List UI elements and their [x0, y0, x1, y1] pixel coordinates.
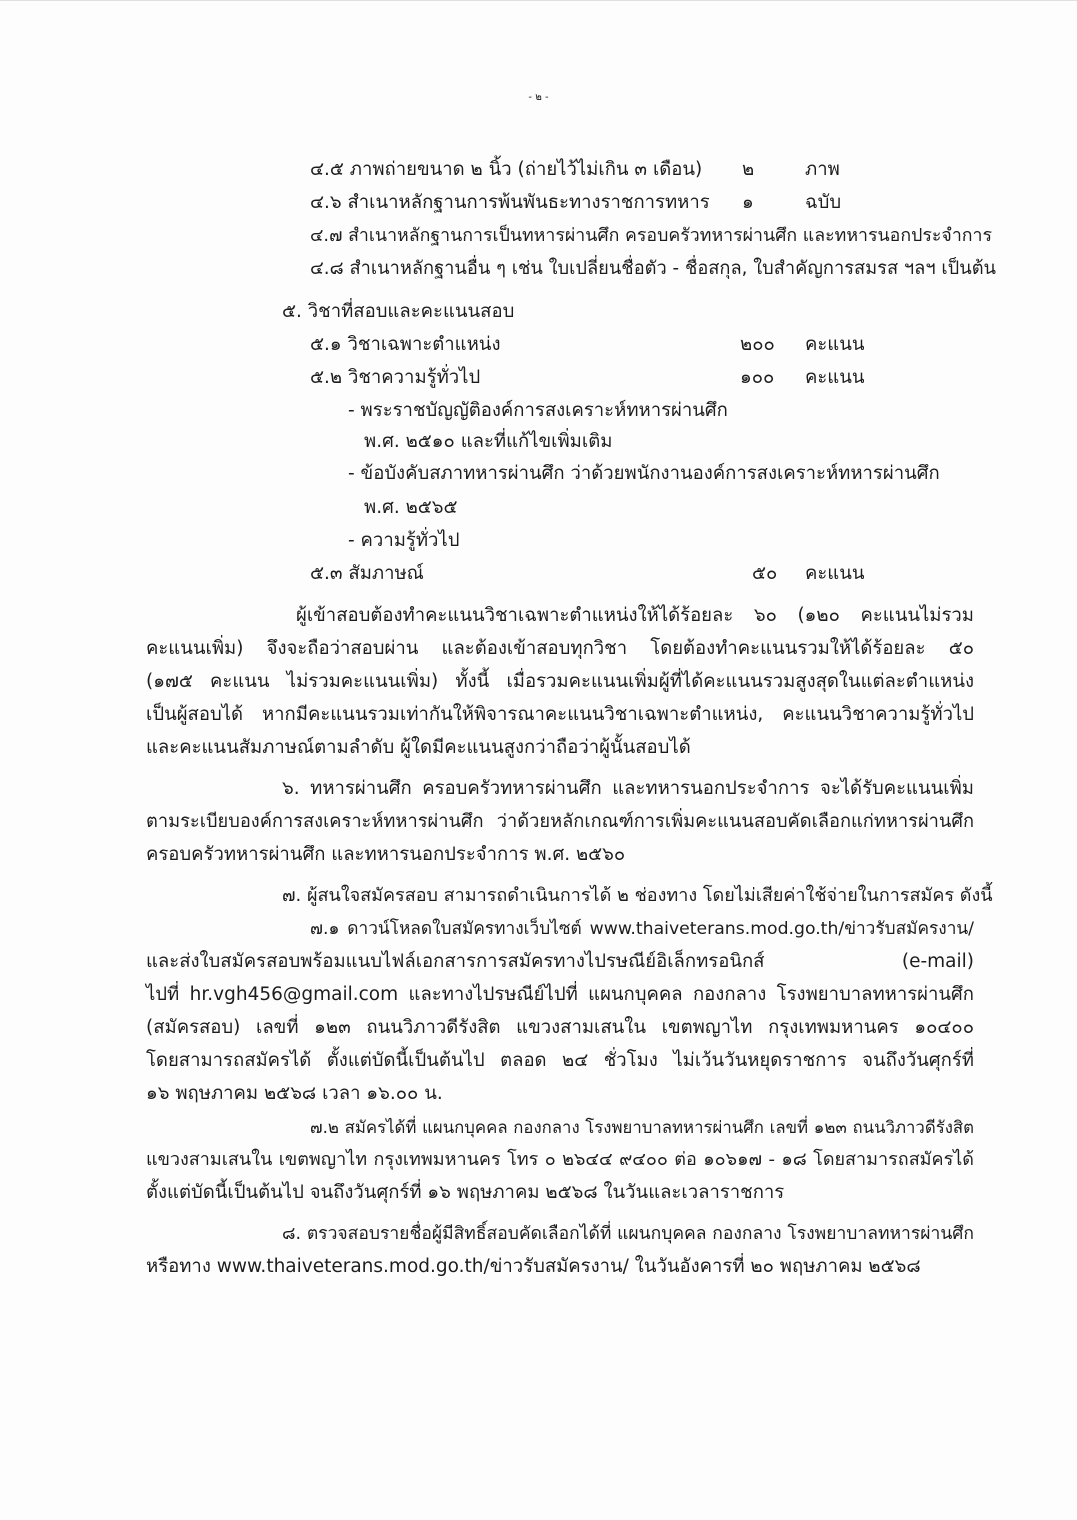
subject-5-2-unit: คะแนน: [805, 367, 865, 388]
section-7-1-line-5: โดยสามารถสมัครได้ ตั้งแต่บัดนี้เป็นต้นไป ตลอด ๒๔ ชั่วโมง ไม่เว้นวันหยุดราชการ จนถึงวันศุกร์ที่: [146, 1050, 974, 1071]
subject-5-2-topic-1-cont: พ.ศ. ๒๕๑๐ และที่แก้ไขเพิ่มเติม: [364, 431, 613, 452]
doc-item-4-6: ๔.๖ สำเนาหลักฐานการพ้นพันธะทางราชการทหาร: [310, 192, 710, 213]
doc-item-4-5: ๔.๕ ภาพถ่ายขนาด ๒ นิ้ว (ถ่ายไว้ไม่เกิน ๓ เดือน): [310, 159, 703, 180]
section-8-line-2: หรือทาง www.thaiveterans.mod.go.th/ข่าวรับสมัครงาน/ ในวันอังคารที่ ๒๐ พฤษภาคม ๒๕๖๘: [146, 1256, 921, 1277]
doc-item-4-7: ๔.๗ สำเนาหลักฐานการเป็นทหารผ่านศึก ครอบครัวทหารผ่านศึก และทหารนอกประจำการ: [310, 226, 993, 246]
subject-5-3-score: ๕๐: [752, 563, 778, 584]
subject-5-3: ๕.๓ สัมภาษณ์: [310, 563, 424, 584]
doc-item-4-6-unit: ฉบับ: [805, 192, 842, 213]
section-6-line-2: ตามระเบียบองค์การสงเคราะห์ทหารผ่านศึก ว่าด้วยหลักเกณฑ์การเพิ่มคะแนนสอบคัดเลือกแก่ทหารผ่านศึก: [146, 811, 974, 832]
doc-item-4-8: ๔.๘ สำเนาหลักฐานอื่น ๆ เช่น ใบเปลี่ยนชื่อตัว - ชื่อสกุล, ใบสำคัญการสมรส ฯลฯ เป็นต้น: [310, 258, 997, 279]
subject-5-3-unit: คะแนน: [805, 563, 865, 584]
pass-para-line-5: และคะแนนสัมภาษณ์ตามลำดับ ผู้ใดมีคะแนนสูงกว่าถือว่าผู้นั้นสอบได้: [146, 737, 691, 758]
pass-para-line-4: เป็นผู้สอบได้ หากมีคะแนนรวมเท่ากันให้พิจารณาคะแนนวิชาเฉพาะตำแหน่ง, คะแนนวิชาความรู้ทั่วไป: [146, 704, 974, 725]
subject-5-1-unit: คะแนน: [805, 334, 865, 355]
doc-item-4-5-unit: ภาพ: [805, 159, 840, 180]
section-7-1-line-3: ไปที่ hr.vgh456@gmail.com และทางไปรษณีย์ไปที่ แผนกบุคคล กองกลาง โรงพยาบาลทหารผ่านศึก: [146, 984, 974, 1005]
subject-5-2-score: ๑๐๐: [740, 367, 775, 388]
doc-item-4-5-count: ๒: [742, 159, 755, 180]
subject-5-2-topic-1: - พระราชบัญญัติองค์การสงเคราะห์ทหารผ่านศึก: [348, 400, 728, 421]
section-7-1-line-2: และส่งใบสมัครสอบพร้อมแนบไฟล์เอกสารการสมัครทางไปรษณีย์อิเล็กทรอนิกส์ (e-mail): [146, 951, 974, 972]
section-7-1-line-6: ๑๖ พฤษภาคม ๒๕๖๘ เวลา ๑๖.๐๐ น.: [146, 1083, 443, 1104]
subject-5-2-topic-3: - ความรู้ทั่วไป: [348, 530, 460, 551]
section-7-2-line-2: แขวงสามเสนใน เขตพญาไท กรุงเทพมหานคร โทร ๐ ๒๖๔๔ ๙๔๐๐ ต่อ ๑๐๖๑๗ - ๑๘ โดยสามารถสมัครได้: [146, 1149, 974, 1170]
section-7-2-line-1: ๗.๒ สมัครได้ที่ แผนกบุคคล กองกลาง โรงพยาบาลทหารผ่านศึก เลขที่ ๑๒๓ ถนนวิภาวดีรังสิต: [310, 1117, 974, 1137]
subject-5-2: ๕.๒ วิชาความรู้ทั่วไป: [310, 367, 481, 388]
section-5-heading: ๕. วิชาที่สอบและคะแนนสอบ: [282, 301, 515, 322]
doc-item-4-6-count: ๑: [742, 192, 754, 213]
page-number: - ๒ -: [528, 92, 549, 103]
pass-para-line-2: คะแนนเพิ่ม) จึงจะถือว่าสอบผ่าน และต้องเข้าสอบทุกวิชา โดยต้องทำคะแนนรวมให้ได้ร้อยละ ๕๐: [146, 638, 974, 659]
section-7-1-line-4: (สมัครสอบ) เลขที่ ๑๒๓ ถนนวิภาวดีรังสิต แขวงสามเสนใน เขตพญาไท กรุงเทพมหานคร ๑๐๔๐๐: [146, 1017, 974, 1038]
section-7-1-line-1: ๗.๑ ดาวน์โหลดใบสมัครทางเว็บไซต์ www.thaiveterans.mod.go.th/ข่าวรับสมัครงาน/: [310, 919, 974, 939]
section-8-line-1: ๘. ตรวจสอบรายชื่อผู้มีสิทธิ์สอบคัดเลือกได้ที่ แผนกบุคคล กองกลาง โรงพยาบาลทหารผ่านศึก: [282, 1224, 974, 1244]
pass-para-line-1: ผู้เข้าสอบต้องทำคะแนนวิชาเฉพาะตำแหน่งให้ได้ร้อยละ ๖๐ (๑๒๐ คะแนนไม่รวม: [296, 605, 974, 626]
section-6-line-3: ครอบครัวทหารผ่านศึก และทหารนอกประจำการ พ.ศ. ๒๕๖๐: [146, 844, 626, 865]
scan-edge: [0, 0, 1077, 1]
subject-5-1-score: ๒๐๐: [740, 334, 775, 355]
subject-5-1: ๕.๑ วิชาเฉพาะตำแหน่ง: [310, 334, 501, 355]
section-7-heading: ๗. ผู้สนใจสมัครสอบ สามารถดำเนินการได้ ๒ ช่องทาง โดยไม่เสียค่าใช้จ่ายในการสมัคร ดังนี้: [282, 885, 993, 906]
subject-5-2-topic-2-cont: พ.ศ. ๒๕๖๕: [364, 497, 458, 518]
section-6-line-1: ๖. ทหารผ่านศึก ครอบครัวทหารผ่านศึก และทหารนอกประจำการ จะได้รับคะแนนเพิ่ม: [282, 778, 974, 799]
subject-5-2-topic-2: - ข้อบังคับสภาทหารผ่านศึก ว่าด้วยพนักงานองค์การสงเคราะห์ทหารผ่านศึก: [348, 463, 940, 484]
pass-para-line-3: (๑๗๕ คะแนน ไม่รวมคะแนนเพิ่ม) ทั้งนี้ เมื่อรวมคะแนนเพิ่มผู้ที่ได้คะแนนรวมสูงสุดในแต่ละตำแหน่ง: [146, 671, 974, 692]
section-7-2-line-3: ตั้งแต่บัดนี้เป็นต้นไป จนถึงวันศุกร์ที่ ๑๖ พฤษภาคม ๒๕๖๘ ในวันและเวลาราชการ: [146, 1182, 785, 1203]
